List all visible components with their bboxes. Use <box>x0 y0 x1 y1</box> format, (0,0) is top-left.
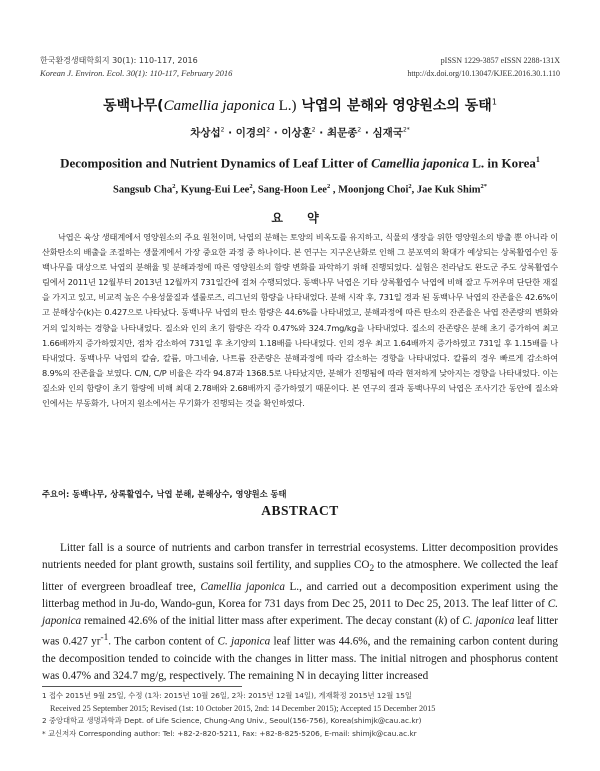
species-name: C. japonica <box>462 615 515 628</box>
author-separator: · <box>315 127 327 139</box>
abstract-en-heading: ABSTRACT <box>261 503 339 518</box>
author-en-name: Sangsub Cha <box>113 184 173 196</box>
unit-exponent: -1 <box>100 633 109 644</box>
abstract-en-text: Litter fall is a source of nutrients and carbon transfer in terrestrial ecosystems. Litter decomposition provides nutrients needed for plant growth, sustains soil fertility, and supplies CO <box>42 542 558 572</box>
species-name: C. japonica <box>217 635 271 648</box>
title-ko-abbr: L.) <box>274 98 297 114</box>
title-en-pre: Decomposition and Nutrient Dynamics of Leaf Litter of <box>60 155 372 171</box>
author-en-sup: 2 <box>326 183 331 190</box>
footnote-affiliation: 2 중앙대학교 생명과학과 Dept. of Life Science, Chung-Ang Univ., Seoul(156-756), Korea(shimjk@cau.ac.kr) <box>42 716 422 726</box>
title-ko-pre: 동백나무( <box>103 98 164 114</box>
doi-link[interactable]: http://dx.doi.org/10.13047/KJEE.2016.30.1.110 <box>407 69 560 78</box>
author-ko-name: 심재국 <box>372 127 403 139</box>
title-korean <box>0 95 600 115</box>
author-en-sup: 2* <box>480 183 487 190</box>
author-separator: · <box>361 127 373 139</box>
author-en-name: Sang-Hoon Lee <box>257 184 327 196</box>
abstract-en-text: remained 42.6% of the initial litter mass after experiment. The decay constant ( <box>81 615 439 628</box>
author-ko-sup: 2* <box>402 126 410 134</box>
co2-subscript: 2 <box>369 564 375 575</box>
author-en-name: Jae Kuk Shim <box>416 184 481 196</box>
title-ko-footnote-mark: 1 <box>491 97 497 107</box>
keywords-korean: 주요어: 동백나무, 상록활엽수, 낙엽 분해, 분해상수, 영양원소 동태 <box>42 489 287 499</box>
journal-identifiers <box>407 54 560 80</box>
decay-constant-symbol: k <box>438 615 444 628</box>
journal-citation <box>40 54 232 80</box>
abstract-en-text: to the atmosphere. We collected the leaf litter of evergreen broadleaf tree, <box>42 559 558 593</box>
journal-citation-en: Korean J. Environ. Ecol. 30(1): 110-117, February 2016 <box>40 68 233 78</box>
author-separator: , <box>330 184 339 196</box>
abstract-korean: 낙엽은 육상 생태계에서 영양원소의 주요 원천이며, 낙엽의 분해는 토양의 비옥도를 유지하고, 식물의 생장을 위한 영양원소의 방출 뿐 아니라 이산화탄소의 배출을 조절하는 생물계에서 가장 중요한 과정 중 하나이다. 본 연구는 지구온난화로 인해 그 분포역의 확대가 예상되는 상록활엽수인 동백나무를 대상으로 낙엽의 분해율 및 분해과정에 따른 영양원소의 함량 변화를 파악하기 위해 진행되었다. 실험은 전라남도 완도군 주도 상록활엽수림에서 2011년 12월부터 2013년 12월까지 731일간에 걸쳐 수행되었다. 동백나무 낙엽은 기타 상록활엽수 낙엽에 비해 잘고 두꺼우며 단단한 재질을 가지고 있고, 비교적 높은 수용성물질과 셀룰로즈, 리그닌의 함량을 나타내었다. 분해 시작 후, 731일 경과 된 동백나무 낙엽의 잔존율은 42.6%이고 분해상수(k)는 0.427으로 나타났다. 동백나무 낙엽의 탄소 함량은 44.6%를 나타내었고, 분해과정에 따른 탄소의 잔존율은 낙엽 잔존량의 변화와 거의 일치하는 경향을 나타내었다. 질소와 인의 초기 함량은 각각 0.47%와 324.7mg/kg을 나타내었다. 질소의 잔존량은 분해 초기 증가하여 최고 1.66배까지 증가하였지만, 점차 감소하여 731일 후 초기양의 1.18배를 나타내었다. 인의 경우 최고 1.64배까지 증가하였고 731일 후 1.15배를 나타내었다. 동백나무 낙엽의 칼슘, 칼륨, 마그네슘, 나트륨 잔존량은 분해과정에 따라 감소하는 경향을 나타내었다. 칼륨의 경우 빠르게 감소하여 8.9%의 잔존율을 보였다. C/N, C/P 비율은 각각 94.87과 1368.5로 나타났지만, 분해가 진행됨에 따라 현저하게 낮아지는 경향을 나타내었다. 이는 질소와 인의 함량이 초기 함량에 비해 최대 2.78배와 2.68배까지 증가하였기 때문이다. 본 연구의 결과 동백나무의 낙엽은 조사기간 동안에 질소와 인에서는 부동화가, 나머지 원소에서는 무기화가 진행되는 것을 확인하였다. <box>42 232 558 409</box>
author-ko-sup: 2 <box>357 126 362 134</box>
author-ko-sup: 2 <box>311 126 316 134</box>
title-english <box>0 155 600 171</box>
issn: pISSN 1229-3857 eISSN 2288-131X <box>440 56 560 65</box>
author-en-name: Kyung-Eui Lee <box>180 184 250 196</box>
author-ko-sup: 2 <box>266 126 271 134</box>
title-ko-species: Camellia japonica <box>163 98 275 114</box>
abstract-en-text: . The carbon content of <box>108 635 218 648</box>
footnote-received: 1 접수 2015년 9월 25일, 수정 (1차: 2015년 10월 26일, 2차: 2015년 12월 14일), 게재확정 2015년 12월 15일 <box>42 691 412 700</box>
author-ko-name: 차상섭 <box>190 127 221 139</box>
abstract-en-text: leaf litter was 44.6%, and the remaining carbon content during the decomposition tended to coincide with the changes in litter mass. The initial nitrogen and phosphorus content was 0.47% and 324.7 mg/g, respectively. The remaining N in decaying litter increased <box>42 635 558 683</box>
author-separator: , <box>175 184 181 196</box>
footnote-divider <box>42 686 242 687</box>
author-ko-name: 이상훈 <box>281 127 312 139</box>
abstract-english <box>42 540 558 686</box>
author-en-sup: 2 <box>249 183 253 190</box>
abstract-en-text: leaf litter was 0.427 yr <box>42 615 559 648</box>
author-ko-name: 이경의 <box>235 127 267 139</box>
author-separator: · <box>224 127 236 139</box>
title-en-footnote-mark: 1 <box>535 155 540 164</box>
species-name: C. japonica <box>42 597 558 628</box>
author-en-sup: 2 <box>172 183 176 190</box>
author-ko-name: 최문종 <box>326 127 358 139</box>
footnote-received-en: Received 25 September 2015; Revised (1st: 10 October 2015, 2nd: 14 December 2015); Accepted 15 December 2015 <box>50 703 436 713</box>
author-en-sup: 2 <box>408 183 412 190</box>
title-en-post: L. in Korea <box>468 155 536 171</box>
journal-citation-ko: 한국환경생태학회지 30(1): 110-117, 2016 <box>40 56 198 65</box>
author-ko-sup: 2 <box>220 126 225 134</box>
title-ko-post: 낙엽의 분해와 영양원소의 동태 <box>296 98 492 114</box>
author-separator: , <box>252 184 258 196</box>
author-separator: · <box>270 127 282 139</box>
abstract-en-text: L., and carried out a decomposition experiment using the litterbag method in Ju-do, Wando-gun, Korea for 731 days from Dec 25, 2011 to Dec 25, 2013. The leaf litter of <box>42 580 559 610</box>
authors-english <box>0 183 600 196</box>
abstract-en-text: ) of <box>443 615 463 628</box>
species-name: Camellia japonica <box>200 580 285 593</box>
footnotes <box>42 690 572 740</box>
author-en-name: Moonjong Choi <box>338 184 409 196</box>
authors-korean <box>0 125 600 140</box>
title-en-species: Camellia japonica <box>371 155 469 171</box>
abstract-ko-heading: 요 약 <box>271 211 329 225</box>
author-separator: , <box>411 184 417 196</box>
footnote-corresponding-author: * 교신저자 Corresponding author: Tel: +82-2-820-5211, Fax: +82-8-825-5206, E-mail: shimjk@cau.ac.kr <box>42 728 417 738</box>
